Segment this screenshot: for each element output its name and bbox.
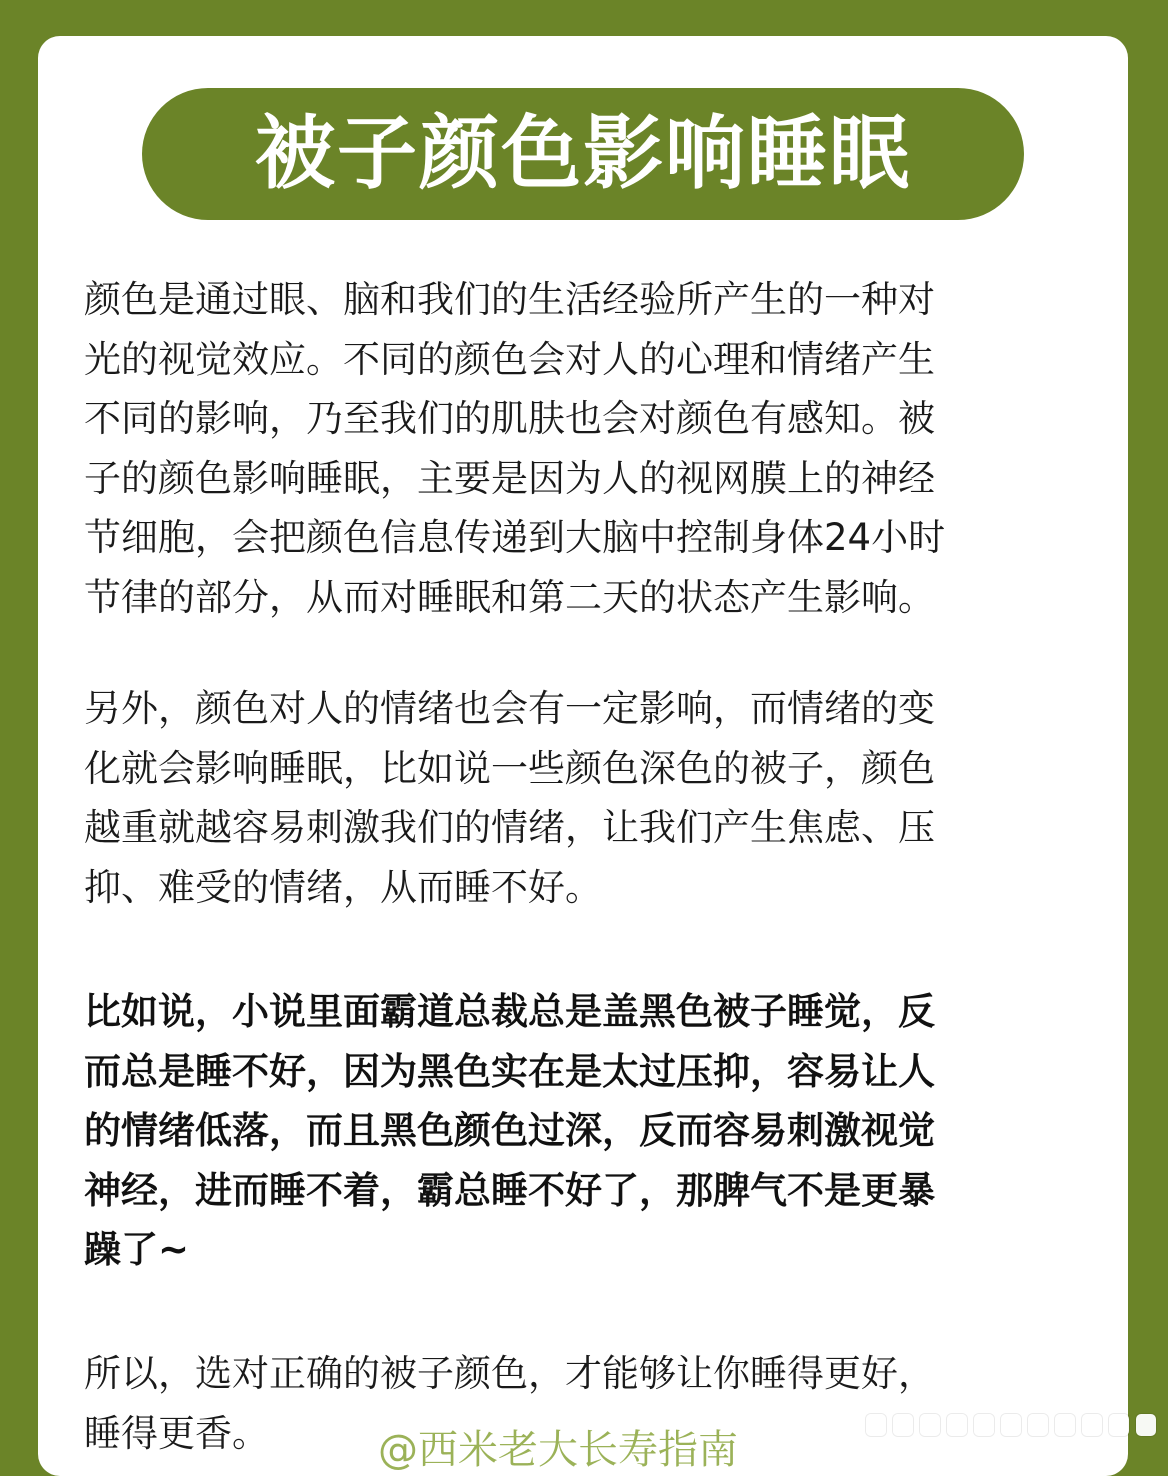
author-credit: @西米老大长寿指南	[378, 1427, 738, 1473]
watermark-icon	[866, 1414, 1156, 1436]
content-card	[38, 36, 1128, 1476]
paragraph-conclusion: 所以，选对正确的被子颜色，才能够让你睡得更好， 睡得更香。	[84, 1352, 935, 1455]
page-title: 被子颜色影响睡眠	[255, 107, 911, 200]
paragraph-intro: 颜色是通过眼、脑和我们的生活经验所产生的一种对 光的视觉效应。不同的颜色会对人的心理和情绪产生 不同的影响，乃至我们的肌肤也会对颜色有感知。被 子的颜色影响睡眠，主要是因为人的视网膜上的神经 节细胞，会把颜色信息传递到大脑中控制身体24小时 节律的部分，从而对睡眠和第二天的状态产生影响。	[84, 278, 946, 619]
watermark-bar	[1082, 1414, 1102, 1436]
watermark-bar	[866, 1414, 886, 1436]
watermark-bar	[1001, 1414, 1021, 1436]
paragraph-example: 比如说，小说里面霸道总裁总是盖黑色被子睡觉，反 而总是睡不好，因为黑色实在是太过压抑，容易让人 的情绪低落，而且黑色颜色过深，反而容易刺激视觉 神经，进而睡不着，霸总睡不好了，那脾气不是更暴 躁了~	[84, 990, 935, 1271]
watermark-bar	[1109, 1414, 1129, 1436]
watermark-bar	[893, 1414, 913, 1436]
watermark-bar	[974, 1414, 994, 1436]
watermark-bar	[920, 1414, 940, 1436]
watermark-bar	[947, 1414, 967, 1436]
watermark-bar	[1136, 1414, 1156, 1436]
paragraph-emotion: 另外，颜色对人的情绪也会有一定影响，而情绪的变 化就会影响睡眠，比如说一些颜色深色的被子，颜色 越重就越容易刺激我们的情绪，让我们产生焦虑、压 抑、难受的情绪，从而睡不好。	[84, 687, 935, 909]
watermark-bar	[1028, 1414, 1048, 1436]
title-banner	[142, 88, 1024, 220]
watermark-bar	[1055, 1414, 1075, 1436]
